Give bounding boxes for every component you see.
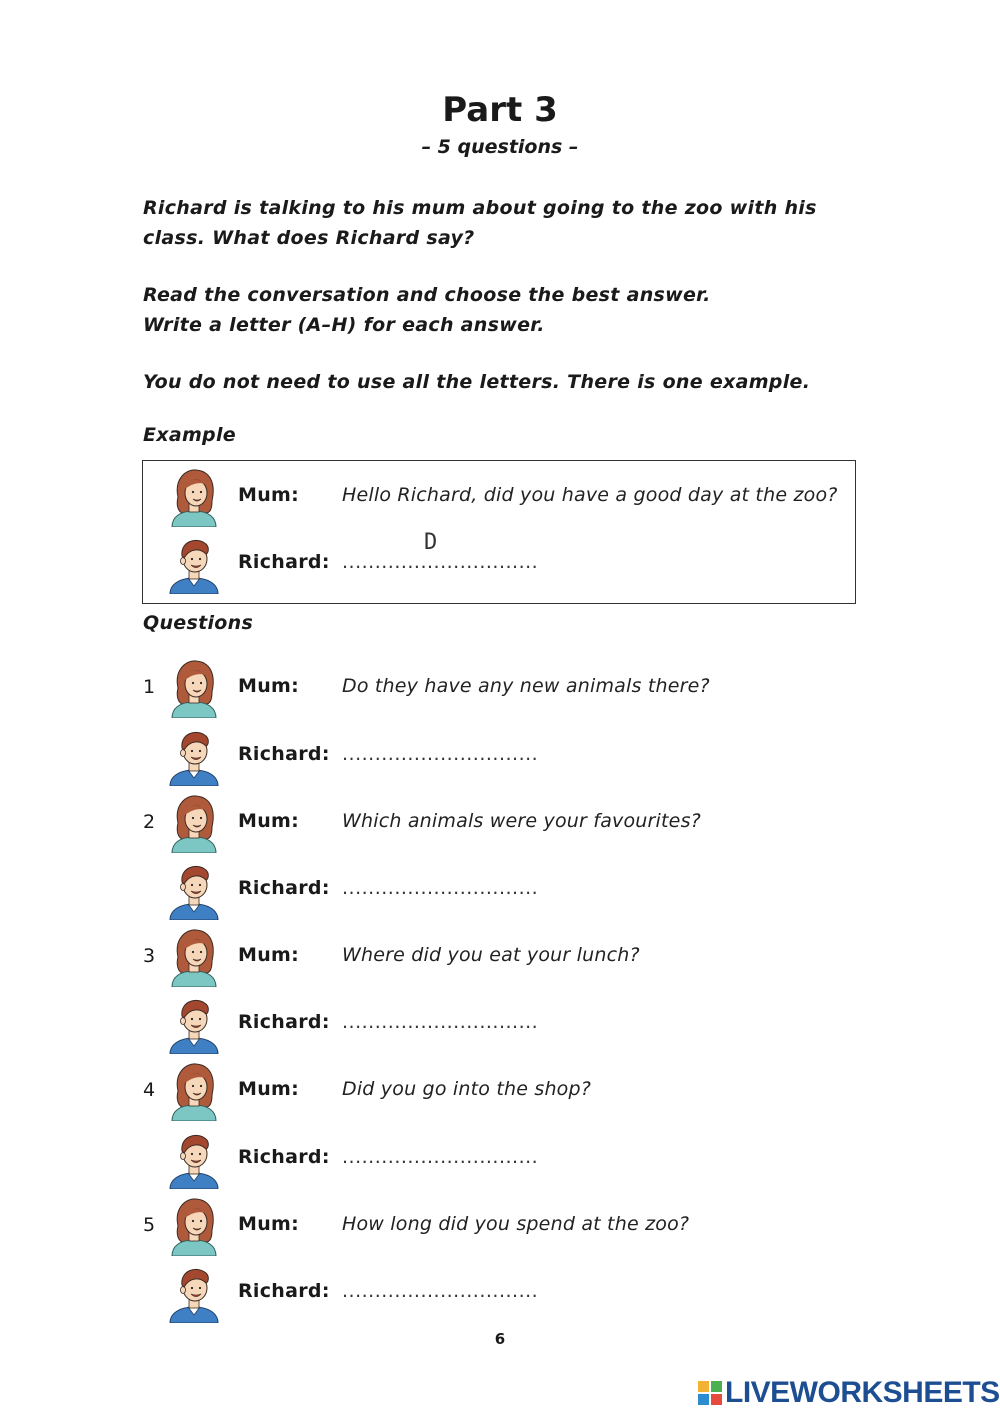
question-3-richard-row bbox=[0, 994, 1000, 1056]
speaker-label: Richard: bbox=[238, 1280, 330, 1302]
speaker-label: Mum: bbox=[238, 675, 300, 697]
instruction-line: class. What does Richard say? bbox=[143, 227, 475, 249]
speaker-label: Richard: bbox=[238, 1146, 330, 1168]
answer-input-2[interactable]: .............................. bbox=[342, 877, 539, 899]
instruction-paragraph-1 bbox=[143, 193, 863, 253]
mum-avatar-icon bbox=[166, 927, 222, 987]
mum-line: Where did you eat your lunch? bbox=[342, 944, 640, 966]
answer-input-4[interactable]: .............................. bbox=[342, 1146, 539, 1168]
question-4-mum-row bbox=[0, 1061, 1000, 1123]
instruction-paragraph-3 bbox=[143, 367, 863, 397]
question-number: 5 bbox=[143, 1214, 156, 1236]
page-subtitle: – 5 questions – bbox=[421, 136, 579, 158]
question-2-mum-row bbox=[0, 793, 1000, 855]
example-richard-row bbox=[0, 530, 1000, 596]
brand-name: LIVEWORKSHEETS bbox=[725, 1376, 1000, 1409]
richard-avatar-icon bbox=[166, 726, 222, 786]
example-mum-row bbox=[0, 467, 1000, 529]
richard-avatar-icon bbox=[166, 1129, 222, 1189]
instruction-line: You do not need to use all the letters. There is one example. bbox=[143, 371, 811, 393]
speaker-label: Mum: bbox=[238, 484, 300, 506]
brand-logo[interactable] bbox=[697, 1375, 1000, 1411]
instruction-line: Write a letter (A–H) for each answer. bbox=[143, 314, 545, 336]
answer-input-1[interactable]: .............................. bbox=[342, 743, 539, 765]
speaker-label: Richard: bbox=[238, 877, 330, 899]
question-number: 3 bbox=[143, 945, 156, 967]
mum-avatar-icon bbox=[166, 793, 222, 853]
richard-avatar-icon bbox=[166, 534, 222, 594]
mum-line: Which animals were your favourites? bbox=[342, 810, 701, 832]
question-1-mum-row bbox=[0, 658, 1000, 720]
mum-avatar-icon bbox=[166, 467, 222, 527]
speaker-label: Richard: bbox=[238, 551, 330, 573]
questions-label: Questions bbox=[143, 612, 254, 634]
question-2-richard-row bbox=[0, 860, 1000, 922]
mum-line: Hello Richard, did you have a good day at the zoo? bbox=[342, 484, 838, 506]
instruction-line: Read the conversation and choose the best answer. bbox=[143, 284, 711, 306]
speaker-label: Mum: bbox=[238, 1213, 300, 1235]
mum-line: Do they have any new animals there? bbox=[342, 675, 710, 697]
page-title: Part 3 bbox=[442, 90, 558, 130]
mum-line: How long did you spend at the zoo? bbox=[342, 1213, 690, 1235]
question-4-richard-row bbox=[0, 1129, 1000, 1191]
answer-blank: .............................. bbox=[342, 551, 539, 573]
instruction-line: Richard is talking to his mum about going to the zoo with his bbox=[143, 197, 817, 219]
question-number: 1 bbox=[143, 676, 156, 698]
mum-avatar-icon bbox=[166, 658, 222, 718]
richard-avatar-icon bbox=[166, 994, 222, 1054]
speaker-label: Mum: bbox=[238, 810, 300, 832]
question-5-mum-row bbox=[0, 1196, 1000, 1258]
speaker-label: Mum: bbox=[238, 944, 300, 966]
speaker-label: Richard: bbox=[238, 1011, 330, 1033]
question-3-mum-row bbox=[0, 927, 1000, 989]
page-number: 6 bbox=[494, 1330, 506, 1348]
mum-avatar-icon bbox=[166, 1061, 222, 1121]
richard-avatar-icon bbox=[166, 860, 222, 920]
answer-input-5[interactable]: .............................. bbox=[342, 1280, 539, 1302]
speaker-label: Mum: bbox=[238, 1078, 300, 1100]
richard-avatar-icon bbox=[166, 1263, 222, 1323]
question-number: 4 bbox=[143, 1079, 156, 1101]
question-1-richard-row bbox=[0, 726, 1000, 788]
mum-avatar-icon bbox=[166, 1196, 222, 1256]
question-number: 2 bbox=[143, 811, 156, 833]
instruction-paragraph-2 bbox=[143, 280, 863, 340]
example-answer: D bbox=[424, 530, 438, 555]
speaker-label: Richard: bbox=[238, 743, 330, 765]
answer-input-3[interactable]: .............................. bbox=[342, 1011, 539, 1033]
liveworksheets-logo-icon bbox=[697, 1380, 723, 1406]
mum-line: Did you go into the shop? bbox=[342, 1078, 592, 1100]
question-5-richard-row bbox=[0, 1263, 1000, 1325]
example-label: Example bbox=[143, 424, 236, 446]
